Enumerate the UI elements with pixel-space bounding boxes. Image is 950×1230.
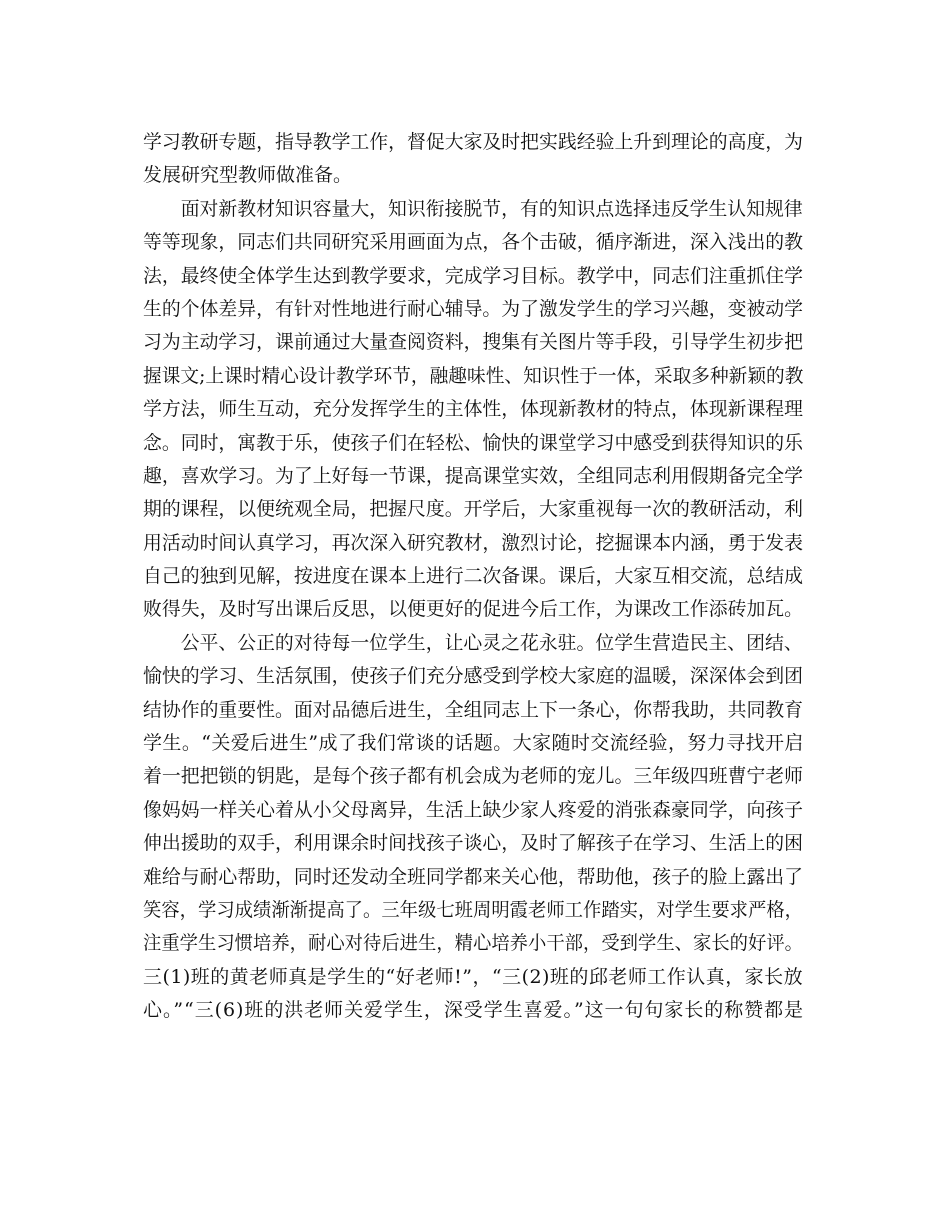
- text-line: 念。同时，寓教于乐，使孩子们在轻松、愉快的课堂学习中感受到获得知识的乐: [143, 431, 804, 454]
- document-body: [143, 126, 803, 1028]
- text-line: 趣，喜欢学习。为了上好每一节课，提高课堂实效，全组同志利用假期备完全学: [143, 464, 804, 487]
- text-line: 发展研究型教师做准备。: [143, 164, 353, 187]
- text-line: 像妈妈一样关心着从小父母离异，生活上缺少家人疼爱的消张森豪同学，向孩子: [143, 798, 804, 821]
- text-line: 学方法，师生互动，充分发挥学生的主体性，体现新教材的特点，体现新课程理: [143, 398, 804, 421]
- text-line: 败得失，及时写出课后反思，以便更好的促进今后工作，为课改工作添砖加瓦。: [143, 598, 804, 621]
- text-line: 面对新教材知识容量大，知识衔接脱节，有的知识点选择违反学生认知规律: [180, 197, 803, 220]
- text-line: 法，最终使全体学生达到教学要求，完成学习目标。教学中，同志们注重抓住学: [143, 264, 804, 287]
- text-line: 自己的独到见解，按进度在课本上进行二次备课。课后，大家互相交流，总结成: [143, 565, 804, 588]
- text-line: 笑容，学习成绩渐渐提高了。三年级七班周明霞老师工作踏实，对学生要求严格，: [143, 898, 804, 921]
- text-line: 结协作的重要性。面对品德后进生，全组同志上下一条心，你帮我助，共同教育: [143, 698, 804, 721]
- text-line: 期的课程，以便统观全局，把握尺度。开学后，大家重视每一次的教研活动，利: [143, 498, 804, 521]
- text-line: 伸出援助的双手，利用课余时间找孩子谈心，及时了解孩子在学习、生活上的困: [143, 832, 804, 855]
- text-line: 生的个体差异，有针对性地进行耐心辅导。为了激发学生的学习兴趣，变被动学: [143, 297, 804, 320]
- text-line: 学生。“关爱后进生”成了我们常谈的话题。大家随时交流经验，努力寻找开启: [143, 732, 804, 755]
- text-line: 三(1)班的黄老师真是学生的“好老师!”，“三(2)班的邱老师工作认真，家长放: [143, 965, 804, 988]
- text-line: 习为主动学习，课前通过大量查阅资料，搜集有关图片等手段，引导学生初步把: [143, 331, 804, 354]
- text-line: 公平、公正的对待每一位学生，让心灵之花永驻。位学生营造民主、团结、: [180, 631, 803, 654]
- text-line: 着一把把锁的钥匙，是每个孩子都有机会成为老师的宠儿。三年级四班曹宁老师: [143, 765, 804, 788]
- text-line: 学习教研专题，指导教学工作，督促大家及时把实践经验上升到理论的高度，为: [143, 131, 804, 153]
- text-line: 等等现象，同志们共同研究采用画面为点，各个击破，循序渐进，深入浅出的教: [143, 231, 804, 254]
- text-line: 难给与耐心帮助，同时还发动全班同学都来关心他，帮助他，孩子的脸上露出了: [143, 865, 804, 888]
- text-line: 心。”“三(6)班的洪老师关爱学生，深受学生喜爱。”这一句句家长的称赞都是: [143, 999, 804, 1022]
- text-line: 用活动时间认真学习，再次深入研究教材，激烈讨论，挖掘课本内涵，勇于发表: [143, 531, 804, 554]
- text-line: 握课文;上课时精心设计教学环节，融趣味性、知识性于一体，采取多种新颖的教: [143, 364, 804, 387]
- text-line: 愉快的学习、生活氛围，使孩子们充分感受到学校大家庭的温暖，深深体会到团: [143, 665, 804, 688]
- text-line: 注重学生习惯培养，耐心对待后进生，精心培养小干部，受到学生、家长的好评。: [143, 932, 804, 955]
